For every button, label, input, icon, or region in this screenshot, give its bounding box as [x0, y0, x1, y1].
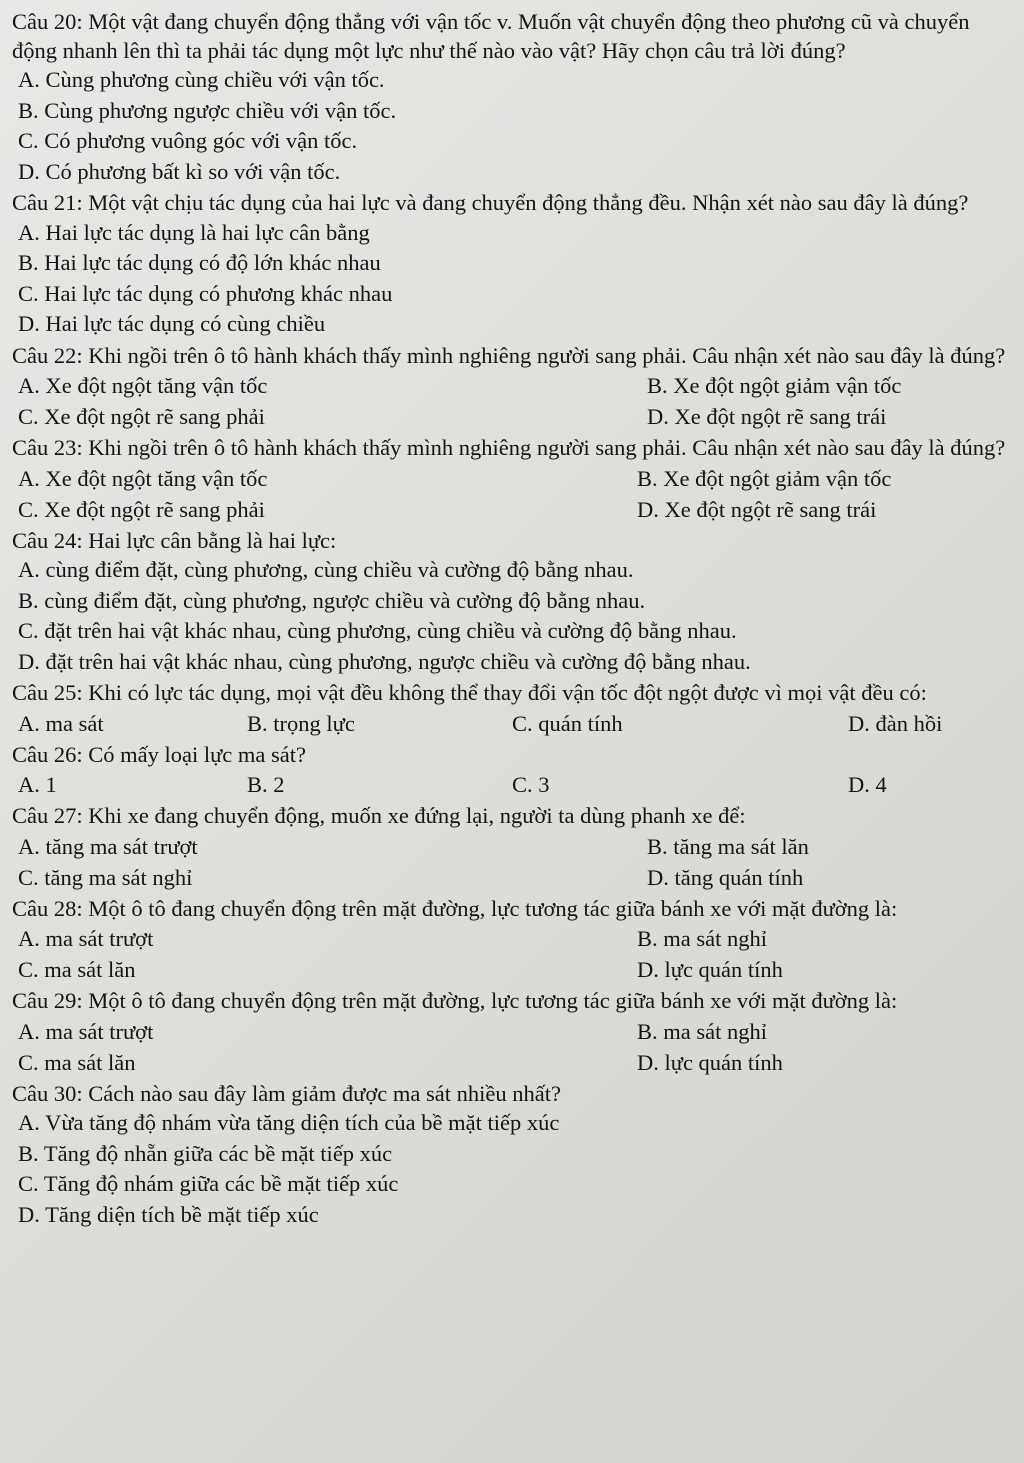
answer-option-a: A. Hai lực tác dụng là hai lực cân bằng	[18, 219, 370, 245]
answer-row	[12, 401, 1014, 432]
answer-option-a: A. Xe đột ngột tăng vận tốc	[18, 465, 268, 491]
question-27	[12, 802, 1014, 893]
answer-option-a: A. ma sát trượt	[18, 1018, 154, 1044]
question-stem: Câu 28: Một ô tô đang chuyển động trên mặt đường, lực tương tác giữa bánh xe với mặt đường là:	[12, 895, 898, 921]
answer-option-d: D. lực quán tính	[637, 957, 783, 982]
answer-option-b: B. Hai lực tác dụng có độ lớn khác nhau	[18, 250, 381, 275]
question-stem: Câu 29: Một ô tô đang chuyển động trên mặt đường, lực tương tác giữa bánh xe với mặt đường là:	[12, 988, 898, 1013]
answer-option-c: C. Hai lực tác dụng có phương khác nhau	[18, 280, 393, 306]
answer-option-c: C. Xe đột ngột rẽ sang phải	[18, 404, 265, 429]
answer-option-c: C. đặt trên hai vật khác nhau, cùng phương, cùng chiều và cường độ bằng nhau.	[18, 618, 737, 643]
answer-row	[12, 1047, 1014, 1078]
answer-option-d: D. đàn hồi	[848, 710, 943, 736]
question-stem: Câu 22: Khi ngồi trên ô tô hành khách thấy mình nghiêng người sang phải. Câu nhận xét nào sau đây là đúng?	[12, 342, 1006, 368]
answer-option-a: A. Cùng phương cùng chiều với vận tốc.	[18, 67, 385, 92]
question-stem: Câu 25: Khi có lực tác dụng, mọi vật đều không thể thay đổi vận tốc đột ngột được vì mọi vật đều có:	[12, 680, 927, 705]
answer-option-b: B. Tăng độ nhẵn giữa các bề mặt tiếp xúc	[18, 1140, 393, 1166]
answer-row	[12, 708, 1014, 739]
answer-option-d: D. 4	[848, 772, 887, 797]
answer-option-c: C. quán tính	[512, 710, 623, 736]
answer-option-a: A. ma sát	[18, 710, 104, 736]
answer-option-a: A. Xe đột ngột tăng vận tốc	[18, 373, 268, 398]
answer-option-b: B. ma sát nghỉ	[637, 926, 767, 951]
answer-option-b: B. cùng điểm đặt, cùng phương, ngược chiều và cường độ bằng nhau.	[18, 587, 646, 613]
question-23	[12, 434, 1014, 525]
answer-option-d: D. Tăng diện tích bề mặt tiếp xúc	[18, 1201, 319, 1227]
question-stem: Câu 27: Khi xe đang chuyển động, muốn xe đứng lại, người ta dùng phanh xe để:	[12, 803, 746, 828]
question-stem: Câu 30: Cách nào sau đây làm giảm được ma sát nhiều nhất?	[12, 1080, 561, 1106]
answer-option-b: B. 2	[247, 772, 285, 797]
question-29	[12, 987, 1014, 1078]
answer-row	[12, 862, 1014, 893]
answer-option-d: D. Có phương bất kì so với vận tốc.	[18, 158, 341, 184]
question-26	[12, 741, 1014, 801]
answer-option-a: A. tăng ma sát trượt	[18, 833, 198, 859]
answer-option-c: C. ma sát lăn	[18, 1049, 136, 1075]
answer-row	[12, 1016, 1014, 1047]
question-21	[12, 189, 1014, 340]
question-stem: Câu 26: Có mấy loại lực ma sát?	[12, 741, 307, 767]
answer-option-c: C. Có phương vuông góc với vận tốc.	[18, 128, 358, 153]
question-22	[12, 342, 1014, 433]
answer-option-d: D. Hai lực tác dụng có cùng chiều	[18, 311, 326, 336]
answer-option-b: B. trọng lực	[247, 710, 355, 736]
answer-option-c: C. Tăng độ nhám giữa các bề mặt tiếp xúc	[18, 1171, 399, 1196]
question-stem: Câu 20: Một vật đang chuyển động thẳng với vận tốc v. Muốn vật chuyển động theo phương cũ và chuyển động nhanh lên thì ta phải tác dụng một lực như thế nào vào vật? Hãy chọn câu trả lời đúng?	[12, 9, 970, 63]
answer-row	[12, 954, 1014, 985]
answer-row	[12, 463, 1014, 494]
answer-option-b: B. Xe đột ngột giảm vận tốc	[637, 465, 892, 491]
answer-option-a: A. Vừa tăng độ nhám vừa tăng diện tích của bề mặt tiếp xúc	[18, 1110, 560, 1135]
answer-option-a: A. ma sát trượt	[18, 926, 154, 951]
answer-option-c: C. Xe đột ngột rẽ sang phải	[18, 496, 265, 522]
answer-option-b: B. tăng ma sát lăn	[647, 833, 809, 859]
answer-row	[12, 923, 1014, 954]
answer-option-a: A. cùng điểm đặt, cùng phương, cùng chiều và cường độ bằng nhau.	[18, 557, 634, 582]
answer-row	[12, 370, 1014, 401]
question-stem: Câu 21: Một vật chịu tác dụng của hai lực và đang chuyển động thẳng đều. Nhận xét nào sau đây là đúng?	[12, 190, 969, 215]
answer-option-d: D. lực quán tính	[637, 1049, 783, 1075]
question-25	[12, 679, 1014, 739]
answer-option-c: C. ma sát lăn	[18, 957, 136, 982]
question-30	[12, 1080, 1014, 1231]
answer-option-a: A. 1	[18, 772, 57, 797]
answer-option-c: C. tăng ma sát nghỉ	[18, 864, 193, 890]
answer-option-d: D. Xe đột ngột rẽ sang trái	[637, 496, 877, 522]
answer-row	[12, 831, 1014, 862]
answer-option-b: B. ma sát nghỉ	[637, 1018, 767, 1044]
answer-row	[12, 494, 1014, 525]
answer-option-d: D. Xe đột ngột rẽ sang trái	[647, 404, 887, 429]
question-20	[12, 8, 1014, 187]
answer-option-c: C. 3	[512, 772, 550, 797]
answer-row	[12, 769, 1014, 800]
answer-option-b: B. Cùng phương ngược chiều với vận tốc.	[18, 97, 397, 123]
answer-option-d: D. đặt trên hai vật khác nhau, cùng phương, ngược chiều và cường độ bằng nhau.	[18, 648, 751, 674]
question-stem: Câu 23: Khi ngồi trên ô tô hành khách thấy mình nghiêng người sang phải. Câu nhận xét nào sau đây là đúng?	[12, 435, 1006, 460]
question-stem: Câu 24: Hai lực cân bằng là hai lực:	[12, 527, 337, 553]
question-28	[12, 895, 1014, 986]
answer-option-b: B. Xe đột ngột giảm vận tốc	[647, 373, 902, 398]
question-24	[12, 527, 1014, 678]
answer-option-d: D. tăng quán tính	[647, 864, 804, 890]
